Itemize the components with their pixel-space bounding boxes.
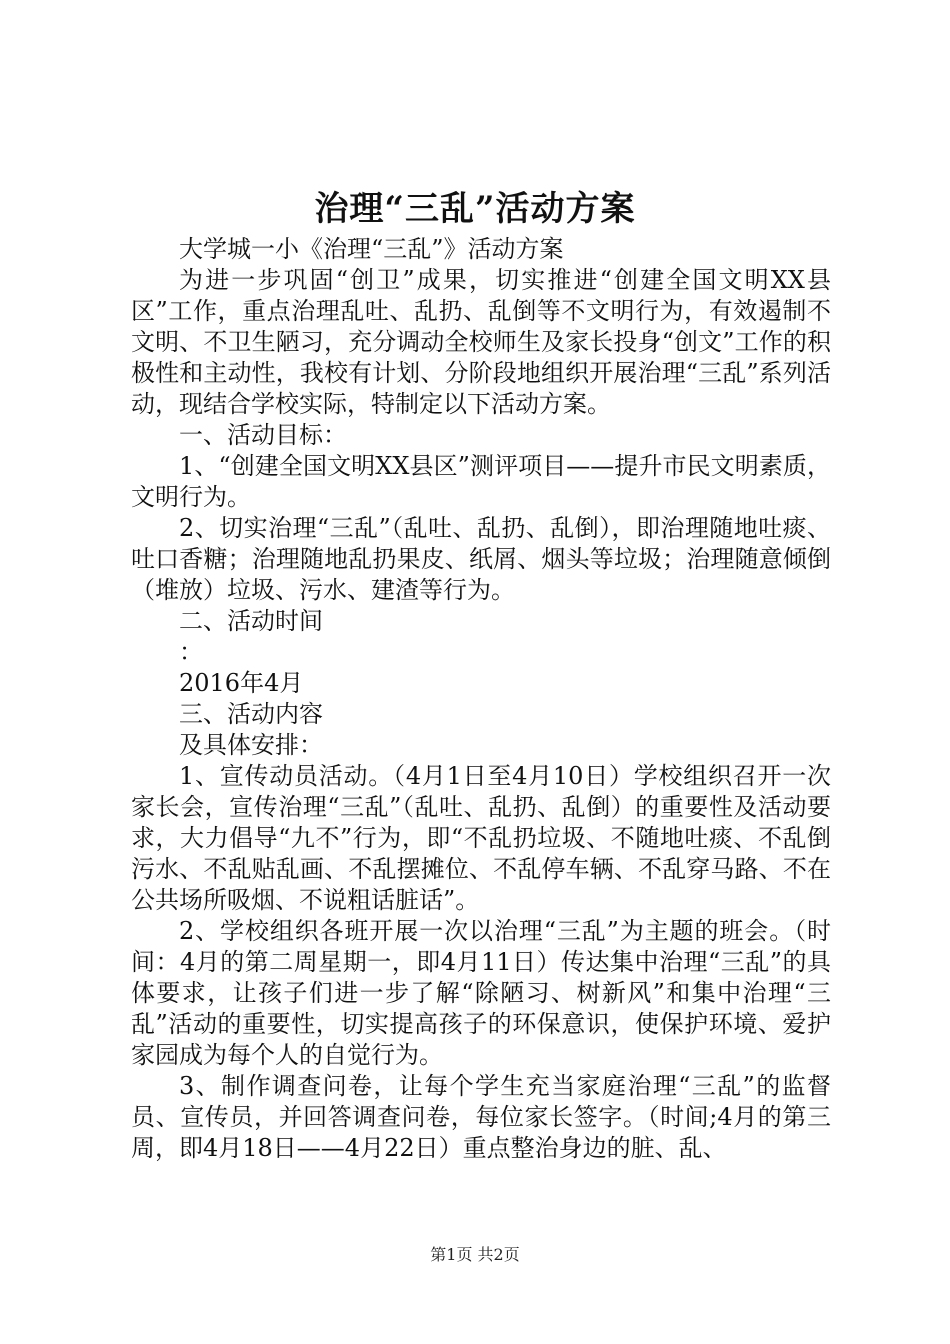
content-item-2: 2、学校组织各班开展一次以治理“三乱”为主题的班会。（时间：4月的第二周星期一，即4月11日）传达集中治理“三乱”的具体要求，让孩子们进一步了解“除陋习、树新风”和集中治理“三乱”活动的重要性，切实提高孩子的环保意识，使保护环境、爱护家园成为每个人的自觉行为。	[131, 917, 831, 1069]
time-colon: ：	[179, 638, 203, 666]
section-heading-goals: 一、活动目标：	[179, 421, 347, 449]
section-heading-content-cont: 及具体安排：	[179, 731, 323, 759]
section-heading-content: 三、活动内容	[179, 700, 323, 728]
content-item-1: 1、宣传动员活动。（4月1日至4月10日）学校组织召开一次家长会，宣传治理“三乱”（乱吐、乱扔、乱倒）的重要性及活动要求，大力倡导“九不”行为，即“不乱扔垃圾、不随地吐痰、不乱倒污水、不乱贴乱画、不乱摆摊位、不乱停车辆、不乱穿马路、不在公共场所吸烟、不说粗话脏话”。	[131, 762, 831, 914]
section-heading-time: 二、活动时间	[179, 607, 323, 635]
intro-paragraph: 为进一步巩固“创卫”成果，切实推进“创建全国文明XX县区”工作，重点治理乱吐、乱扔、乱倒等不文明行为，有效遏制不文明、不卫生陋习，充分调动全校师生及家长投身“创文”工作的积极性和主动性，我校有计划、分阶段地组织开展治理“三乱”系列活动，现结合学校实际，特制定以下活动方案。	[131, 266, 831, 418]
goal-item-1: 1、“创建全国文明XX县区”测评项目——提升市民文明素质，文明行为。	[131, 452, 831, 511]
subtitle-paragraph: 大学城一小《治理“三乱”》活动方案	[179, 235, 564, 263]
time-value: 2016年4月	[179, 669, 304, 697]
page-footer: 第1页 共2页	[430, 1245, 520, 1264]
goal-item-2: 2、切实治理“三乱”（乱吐、乱扔、乱倒），即治理随地吐痰、吐口香糖；治理随地乱扔果皮、纸屑、烟头等垃圾；治理随意倾倒（堆放）垃圾、污水、建渣等行为。	[131, 514, 831, 604]
document-title: 治理“三乱”活动方案	[314, 189, 636, 229]
content-item-3: 3、制作调查问卷，让每个学生充当家庭治理“三乱”的监督员、宣传员，并回答调查问卷，每位家长签字。（时间;4月的第三周，即4月18日——4月22日）重点整治身边的脏、乱、	[131, 1072, 831, 1162]
document-body	[131, 234, 831, 1164]
